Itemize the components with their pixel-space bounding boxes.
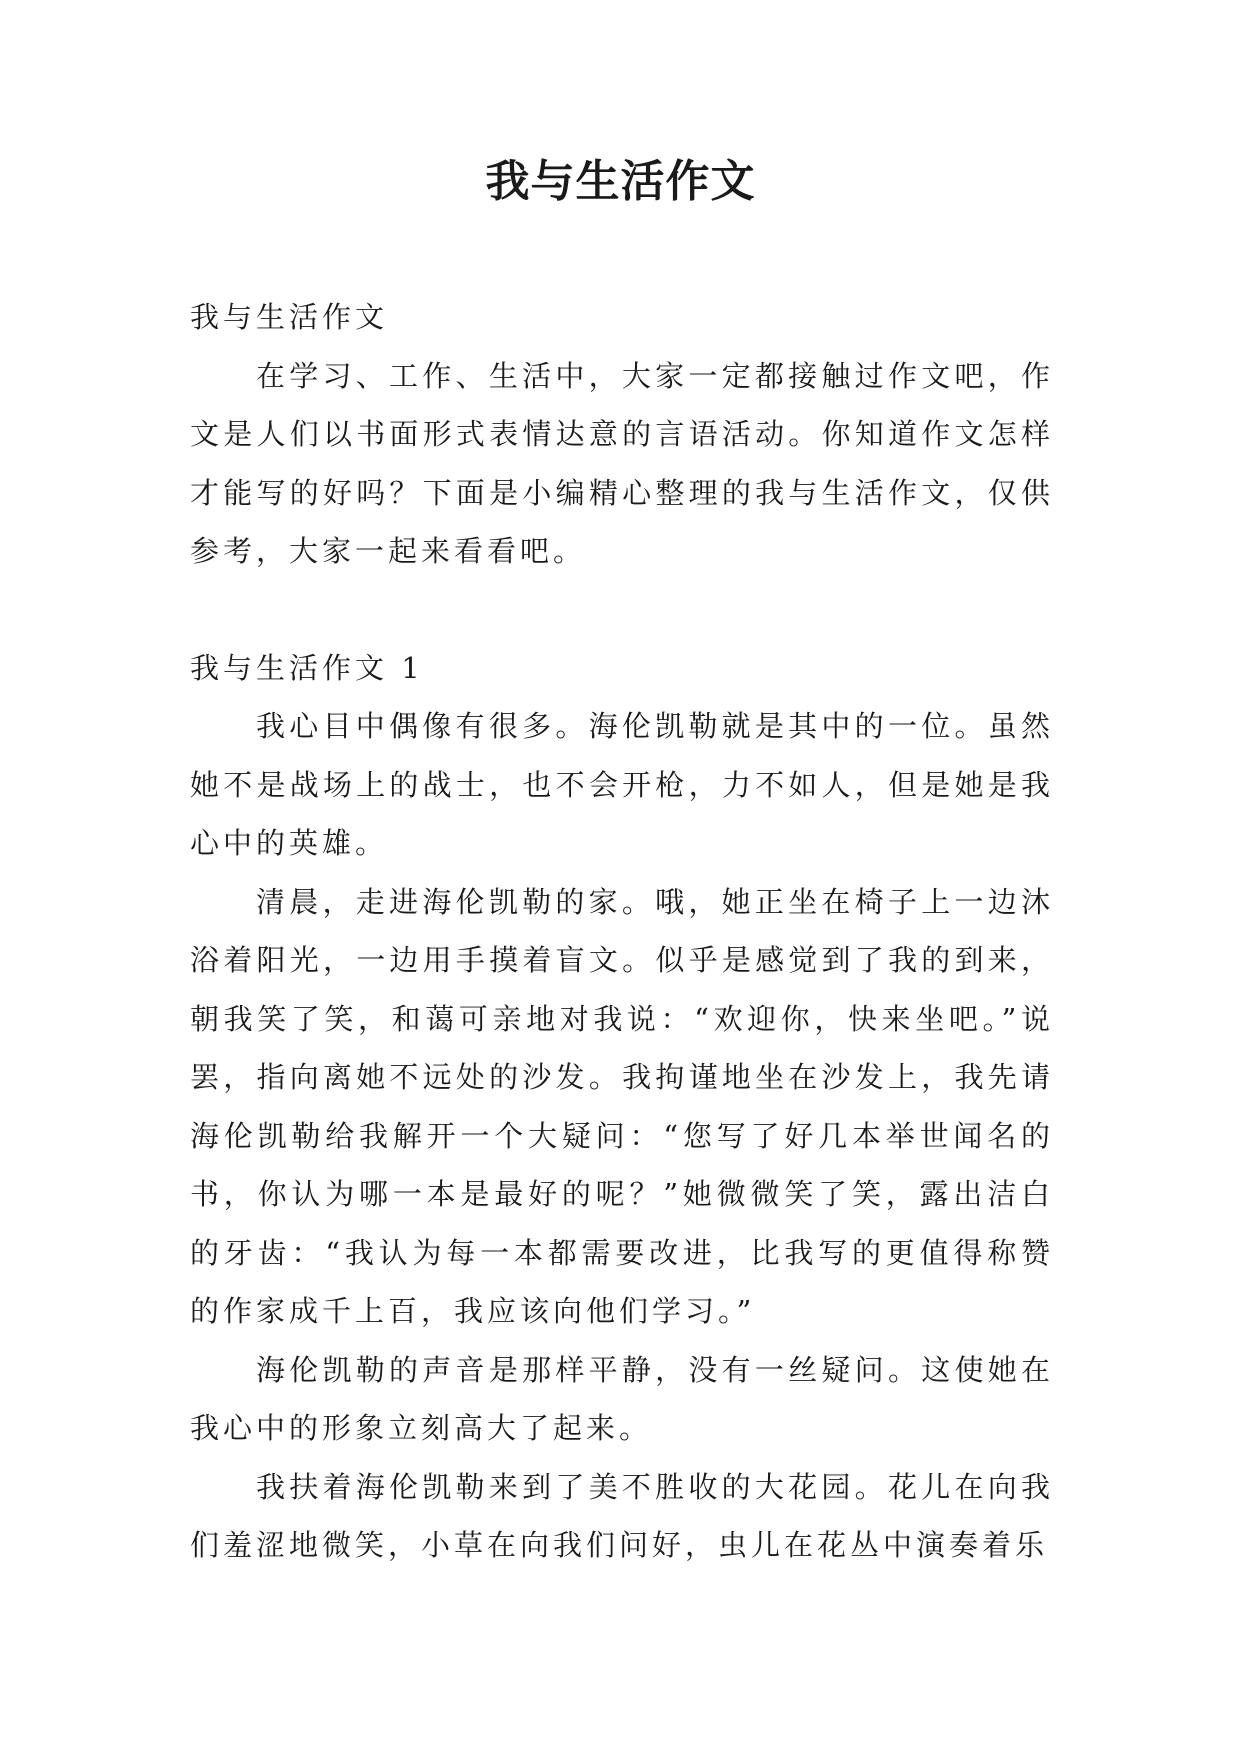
- essay-1-paragraph: 我扶着海伦凯勒来到了美不胜收的大花园。花儿在向我们羞涩地微笑，小草在向我们问好，虫儿在花丛中演奏着乐: [190, 1469, 1054, 1562]
- essay-1-heading: 我与生活作文 1: [190, 650, 424, 685]
- document-title: 我与生活作文: [485, 156, 756, 207]
- essay-1-paragraph: 我心目中偶像有很多。海伦凯勒就是其中的一位。虽然她不是战场上的战士，也不会开枪，力不如人，但是她是我心中的英雄。: [190, 709, 1054, 860]
- section-spacer: [190, 581, 1054, 639]
- intro-paragraph: 在学习、工作、生活中，大家一定都接触过作文吧，作文是人们以书面形式表情达意的言语活动。你知道作文怎样才能写的好吗？下面是小编精心整理的我与生活作文，仅供参考，大家一起来看看吧。: [190, 358, 1054, 568]
- intro-heading: 我与生活作文: [190, 300, 389, 334]
- essay-1-paragraph: 海伦凯勒的声音是那样平静，没有一丝疑问。这使她在我心中的形象立刻高大了起来。: [190, 1352, 1054, 1445]
- document-body: [190, 288, 1054, 1575]
- essay-1-paragraph: 清晨，走进海伦凯勒的家。哦，她正坐在椅子上一边沐浴着阳光，一边用手摸着盲文。似乎是感觉到了我的到来，朝我笑了笑，和蔼可亲地对我说：“欢迎你，快来坐吧。”说罢，指向离她不远处的沙发。我拘谨地坐在沙发上，我先请海伦凯勒给我解开一个大疑问：“您写了好几本举世闻名的书，你认为哪一本是最好的呢？”她微微笑了笑，露出洁白的牙齿：“我认为每一本都需要改进，比我写的更值得称赞的作家成千上百，我应该向他们学习。”: [190, 884, 1054, 1328]
